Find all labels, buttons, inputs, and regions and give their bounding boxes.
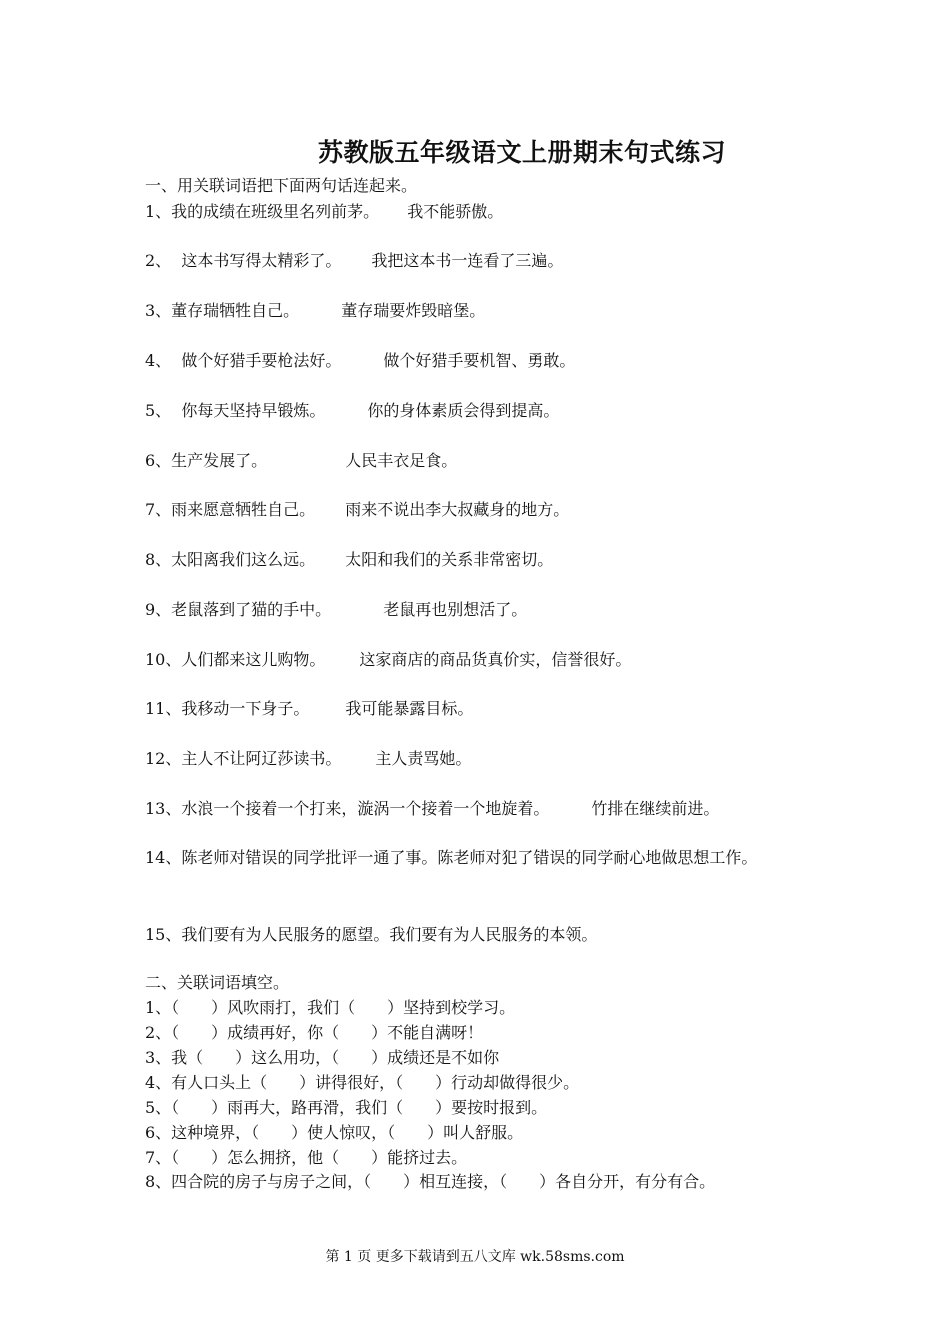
exercise-item-15: 15、我们要有为人民服务的愿望。我们要有为人民服务的本领。 [145, 925, 598, 944]
fill-blank-item-3: 3、我（ ）这么用功，（ ）成绩还是不如你 [145, 1048, 500, 1067]
exercise-item-6 [145, 451, 457, 471]
item-sentence-b: 我可能暴露目标。 [345, 699, 474, 718]
item-sentence-b: 我把这本书一连看了三遍。 [371, 251, 564, 270]
section2-heading: 二、关联词语填空。 [145, 973, 290, 992]
exercise-item-7 [145, 500, 569, 520]
item-sentence-a: 12、主人不让阿辽莎读书。 [145, 749, 342, 768]
exercise-item-10 [145, 650, 631, 670]
item-sentence-a: 6、生产发展了。 [145, 451, 268, 470]
exercise-item-1 [145, 202, 503, 222]
item-sentence-b: 竹排在继续前进。 [591, 799, 720, 818]
item-sentence-b: 人民丰衣足食。 [345, 451, 458, 470]
exercise-item-12 [145, 749, 471, 769]
fill-blank-item-8: 8、四合院的房子与房子之间，（ ）相互连接，（ ）各自分开，有分有合。 [145, 1172, 716, 1191]
item-sentence-a: 7、雨来愿意牺牲自己。 [145, 500, 316, 519]
item-sentence-a: 5、 你每天坚持早锻炼。 [145, 401, 326, 420]
exercise-item-4 [145, 351, 575, 371]
item-sentence-a: 8、太阳离我们这么远。 [145, 550, 316, 569]
section1-heading: 一、用关联词语把下面两句话连起来。 [145, 176, 418, 195]
exercise-item-5 [145, 401, 559, 421]
page-footer: 第 1 页 更多下载请到五八文库 wk.58sms.com [325, 1249, 625, 1265]
exercise-item-13 [145, 799, 719, 819]
fill-blank-item-6: 6、这种境界，（ ）使人惊叹，（ ）叫人舒服。 [145, 1123, 524, 1142]
item-sentence-a: 13、水浪一个接着一个打来，漩涡一个接着一个地旋着。 [145, 799, 550, 818]
item-sentence-a: 11、我移动一下身子。 [145, 699, 310, 718]
item-sentence-b: 你的身体素质会得到提高。 [367, 401, 560, 420]
exercise-item-3 [145, 301, 485, 321]
page-title: 苏教版五年级语文上册期末句式练习 [318, 138, 727, 167]
exercise-item-14: 14、陈老师对错误的同学批评一通了事。陈老师对犯了错误的同学耐心地做思想工作。 [145, 848, 758, 867]
exercise-item-9 [145, 600, 527, 620]
item-sentence-b: 做个好猎手要机智、勇敢。 [383, 351, 576, 370]
item-sentence-b: 主人责骂她。 [375, 749, 472, 768]
fill-blank-item-5: 5、（ ）雨再大，路再滑，我们（ ）要按时报到。 [145, 1098, 548, 1117]
item-sentence-a: 4、 做个好猎手要枪法好。 [145, 351, 342, 370]
fill-blank-item-2: 2、（ ）成绩再好，你（ ）不能自满呀！ [145, 1023, 484, 1042]
item-sentence-b: 太阳和我们的关系非常密切。 [345, 550, 554, 569]
item-sentence-a: 9、老鼠落到了猫的手中。 [145, 600, 332, 619]
fill-blank-item-4: 4、有人口头上（ ）讲得很好，（ ）行动却做得很少。 [145, 1073, 580, 1092]
item-sentence-a: 10、人们都来这儿购物。 [145, 650, 326, 669]
item-sentence-a: 1、我的成绩在班级里名列前茅。 [145, 202, 380, 221]
fill-blank-item-1: 1、（ ）风吹雨打，我们（ ）坚持到校学习。 [145, 998, 516, 1017]
exercise-item-11 [145, 699, 473, 719]
item-sentence-b: 老鼠再也别想活了。 [383, 600, 528, 619]
item-sentence-a: 2、 这本书写得太精彩了。 [145, 251, 342, 270]
item-sentence-a: 3、董存瑞牺牲自己。 [145, 301, 300, 320]
item-sentence-b: 我不能骄傲。 [407, 202, 504, 221]
exercise-item-8 [145, 550, 553, 570]
fill-blank-item-7: 7、（ ）怎么拥挤，他（ ）能挤过去。 [145, 1148, 468, 1167]
item-sentence-b: 董存瑞要炸毁暗堡。 [341, 301, 486, 320]
exercise-item-2 [145, 251, 563, 271]
item-sentence-b: 这家商店的商品货真价实，信誉很好。 [359, 650, 632, 669]
item-sentence-b: 雨来不说出李大叔藏身的地方。 [345, 500, 570, 519]
